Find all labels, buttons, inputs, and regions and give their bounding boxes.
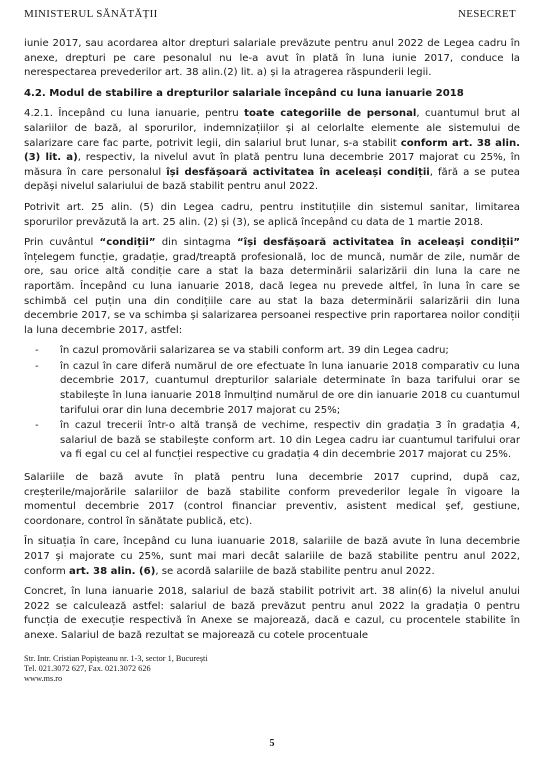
list-item xyxy=(24,344,520,359)
text-run: , respectiv, la nivelul avut în plată pentru luna decembrie 2017 majorat cu 25%, în măsura în care personalul xyxy=(24,152,521,178)
dash-bullet: - xyxy=(35,345,39,357)
text-run: din sintagma xyxy=(155,237,237,249)
list-item-text: în cazul în care diferă numărul de ore efectuate în luna ianuarie 2018 comparativ cu luna decembrie 2017, cuantumul drepturilor salariale determinate în baza tarifului orar se stabilește în luna ianuarie 2018 înmulțind numărul de ore din ianuarie 2018 cu cuantumul tarifului orar din luna decembrie 2017 majorat cu 25%; xyxy=(60,360,520,416)
section-heading: 4.2. Modul de stabilire a drepturilor salariale începând cu luna ianuarie 2018 xyxy=(24,87,464,99)
bold-run: conform art. 38 alin.(3) lit. a) xyxy=(24,137,520,164)
footer-address xyxy=(24,654,208,685)
paragraph-salarii-decembrie: Salariile de bază avute în plată pentru luna decembrie 2017 cuprind, după caz, creșterile/majorările salariilor de bază stabilite conform prevederilor legale în vigoare la momentul decembrie 2017 (control financiar preventiv, asistent medical șef, gestiune, coordonare, control în sănătate publică, etc). xyxy=(24,472,520,527)
paragraph-conditii xyxy=(24,236,520,338)
list-item-text: în cazul trecerii într-o altă tranșă de vechime, respectiv din gradația 3 în gradația 4, salariul de bază se stabilește conform art. 10 din Legea cadru iar cuantumul tarifului orar va fi egal cu cel al funcției respective cu gradația 4 din decembrie 2017 majorat cu 25%. xyxy=(60,420,520,461)
text-run: 4.2.1. Începând cu luna ianuarie, pentru xyxy=(24,108,245,120)
bold-run: își desfășoară activitatea în aceleași condiții xyxy=(166,166,430,178)
paragraph-situatie xyxy=(24,535,520,579)
list-item-text: în cazul promovării salarizarea se va stabili conform art. 39 din Legea cadru; xyxy=(60,345,449,357)
conditions-list xyxy=(24,344,520,463)
dash-bullet: - xyxy=(35,360,39,372)
paragraph-continuation: iunie 2017, sau acordarea altor drepturi salariale prevăzute pentru anul 2022 de Legea cadru în anexe, drepturi pe care pesonalul nu le-a avut în plată în luna iunie 2017, conduce la nerespectarea prevederilor art. 38 alin.(2) lit. a) și la atragerea răspunderii legii. xyxy=(24,38,520,79)
paragraph-4-2-1 xyxy=(24,107,520,195)
bold-run: “condiții” xyxy=(99,237,156,249)
page-number: 5 xyxy=(269,738,275,749)
text-run: , cuantumul brut al salariilor de bază, al sporurilor, indemnizațiilor și al celorlalte elemente ale sistemului de salarizare care fac parte, potrivit legii, din salariul brut lunar, s-a stabilit xyxy=(24,108,520,149)
bold-run: “își desfășoară activitatea în aceleași condiții” xyxy=(237,237,521,249)
paragraph-concret: Concret, în luna ianuarie 2018, salariul de bază stabilit potrivit art. 38 alin(6) la nivelul anului 2022 se calculează astfel: salariul de bază prevăzut pentru anul 2022 la gradația 0 pentru funcția de execuție respectivă în Anexe se majorează, dacă e cazul, cu procentele stabilite în anexe. Salariul de bază rezultat se majorează cu cotele procentuale xyxy=(24,586,520,641)
footer-street: Str. Intr. Cristian Popișteanu nr. 1-3, sector 1, București xyxy=(24,654,208,663)
list-item xyxy=(24,419,520,463)
footer-phone: Tel. 021.3072 627, Fax. 021.3072 626 xyxy=(24,664,151,674)
dash-bullet: - xyxy=(35,420,39,432)
footer-website: www.ms.ro xyxy=(24,674,63,684)
bold-run: toate categoriile de personal xyxy=(244,108,417,120)
text-run: În situația în care, începând cu luna iuanuarie 2018, salariile de bază avute în luna decembrie 2017 și majorate cu 25%, sunt mai mari decât salariile de bază stabilite pentru anul 2022, conform xyxy=(24,536,520,577)
text-run: , fără a se putea depăși nivelul salariului de bază stabilit pentru anul 2022. xyxy=(24,166,521,193)
text-run: înțelegem funcție, gradație, grad/treaptă profesională, loc de muncă, număr de zile, număr de ore, sau orice altă condiție care a stat la baza determinării salarizării din luna la care ne raportăm. Începând cu luna ianuarie 2018, dacă legea nu prevede altfel, în luna în care se schimbă cel puțin una din condițiile care au stat la baza determinării salarizării din luna decembrie 2017, se va schimba și salarizarea persoanei respective prin raportarea noilor condiții la luna decembrie 2017, astfel: xyxy=(24,251,520,336)
paragraph-art-25: Potrivit art. 25 alin. (5) din Legea cadru, pentru instituțiile din sistemul sanitar, limitarea sporurilor prevăzută la art. 25 alin. (2) și (3), se aplică începând cu data de 1 martie 2018. xyxy=(24,201,520,228)
document-body xyxy=(24,37,520,650)
text-run: , se acordă salariile de bază stabilite pentru anul 2022. xyxy=(155,565,435,577)
text-run: Prin cuvântul xyxy=(24,237,100,249)
ministry-header: MINISTERUL SĂNĂTĂȚII xyxy=(24,8,158,20)
classification-header: NESECRET xyxy=(457,8,516,20)
bold-run: art. 38 alin. (6) xyxy=(69,565,156,577)
list-item xyxy=(24,360,520,418)
